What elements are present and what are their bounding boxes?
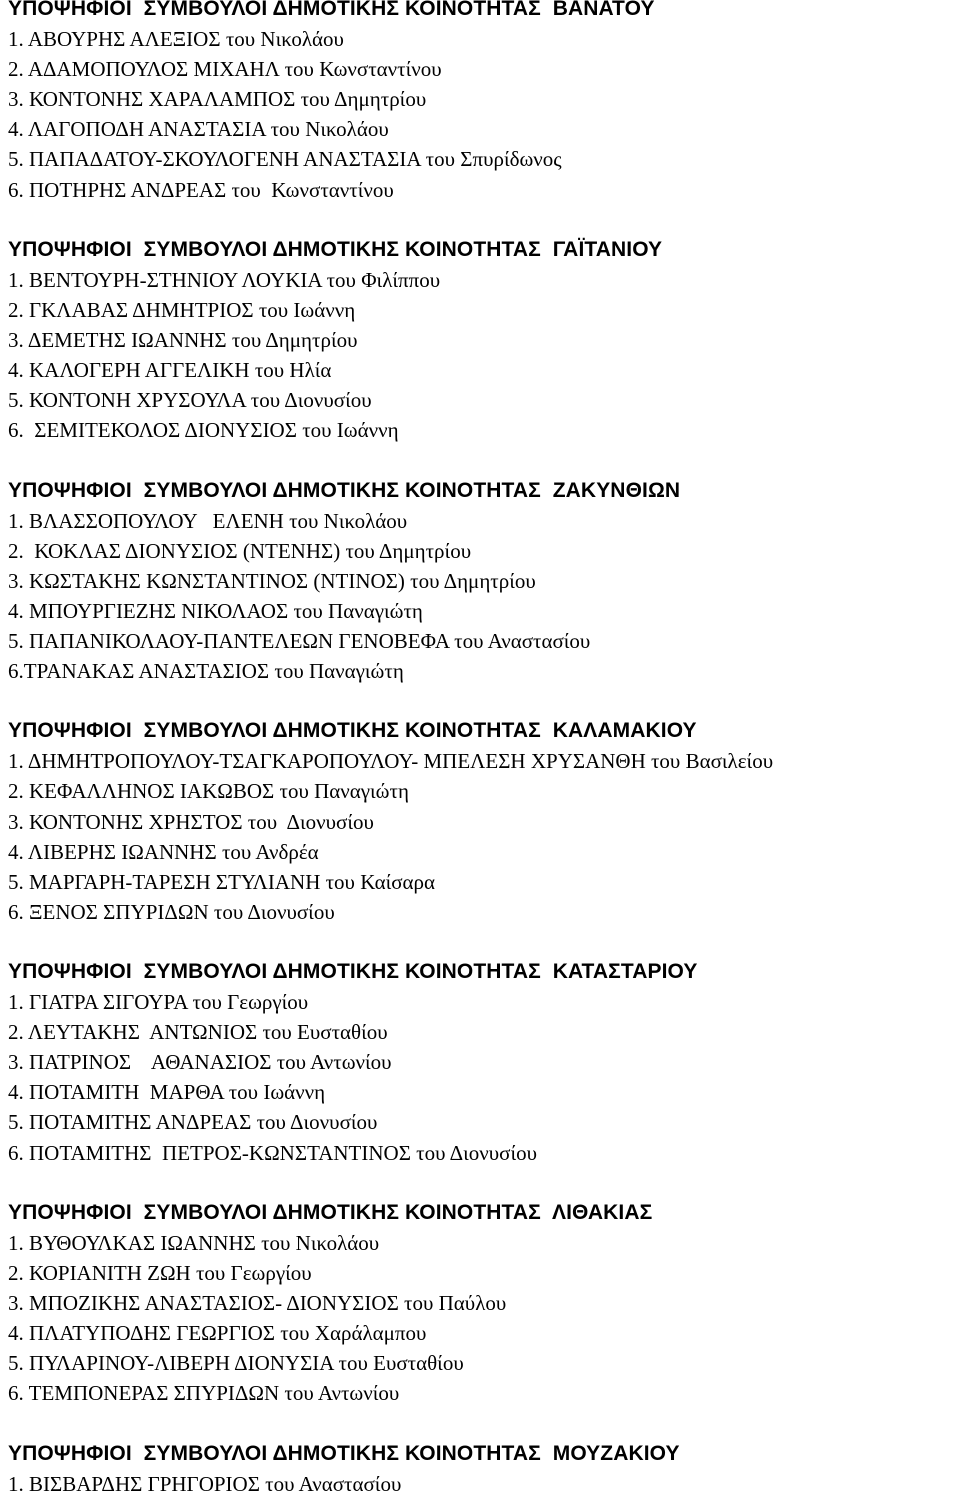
list-item: 2. ΚΟΚΛΑΣ ΔΙΟΝΥΣΙΟΣ (ΝΤΕΝΗΣ) του Δημητρίου [8, 538, 472, 563]
list-item: 5. ΠΑΠΑΔΑΤΟΥ-ΣΚΟΥΛΟΓΕΝΗ ΑΝΑΣΤΑΣΙΑ του Σπυρίδωνος [8, 147, 562, 172]
list-item: 4. ΛΙΒΕΡΗΣ ΙΩΑΝΝΗΣ του Ανδρέα [8, 839, 319, 864]
section-spacer [8, 1408, 960, 1438]
section-spacer [8, 927, 960, 957]
list-item: 5. ΠΟΤΑΜΙΤΗΣ ΑΝΔΡΕΑΣ του Διονυσίου [8, 1110, 378, 1135]
list-item: 2. ΑΔΑΜΟΠΟΥΛΟΣ ΜΙΧΑΗΛ του Κωνσταντίνου [8, 57, 442, 82]
section-spacer [8, 205, 960, 235]
list-item: 3. ΚΟΝΤΟΝΗΣ ΧΑΡΑΛΑΜΠΟΣ του Δημητρίου [8, 87, 427, 112]
list-item: 1. ΒΕΝΤΟΥΡΗ-ΣΤΗΝΙΟΥ ΛΟΥΚΙΑ του Φιλίππου [8, 267, 441, 292]
section-heading: ΥΠΟΨΗΦΙΟΙ ΣΥΜΒΟΥΛΟΙ ΔΗΜΟΤΙΚΗΣ ΚΟΙΝΟΤΗΤΑΣ ΚΑΛΑΜΑΚΙΟΥ [8, 719, 697, 743]
list-item: 4. ΠΛΑΤΥΠΟΔΗΣ ΓΕΩΡΓΙΟΣ του Χαράλαμπου [8, 1321, 427, 1346]
list-item: 3. ΚΟΝΤΟΝΗΣ ΧΡΗΣΤΟΣ του Διονυσίου [8, 809, 374, 834]
list-item: 1. ΒΙΣΒΑΡΔΗΣ ΓΡΗΓΟΡΙΟΣ του Αναστασίου [8, 1471, 402, 1496]
section-heading: ΥΠΟΨΗΦΙΟΙ ΣΥΜΒΟΥΛΟΙ ΔΗΜΟΤΙΚΗΣ ΚΟΙΝΟΤΗΤΑΣ ΚΑΤΑΣΤΑΡΙΟΥ [8, 960, 698, 983]
list-item: 4. ΛΑΓΟΠΟΔΗ ΑΝΑΣΤΑΣΙΑ του Νικολάου [8, 117, 389, 142]
list-item: 6. ΤΕΜΠΟΝΕΡΑΣ ΣΠΥΡΙΔΩΝ του Αντωνίου [8, 1381, 400, 1406]
list-item: 6. ΠΟΤΑΜΙΤΗΣ ΠΕΤΡΟΣ-ΚΩΝΣΤΑΝΤΙΝΟΣ του Διονυσίου [8, 1140, 538, 1165]
candidate-list-document [8, 0, 960, 1499]
list-item: 5. ΚΟΝΤΟΝΗ ΧΡΥΣΟΥΛΑ του Διονυσίου [8, 388, 372, 413]
section-heading: ΥΠΟΨΗΦΙΟΙ ΣΥΜΒΟΥΛΟΙ ΔΗΜΟΤΙΚΗΣ ΚΟΙΝΟΤΗΤΑΣ ΛΙΘΑΚΙΑΣ [8, 1200, 653, 1224]
list-item: 1. ΔΗΜΗΤΡΟΠΟΥΛΟΥ-ΤΣΑΓΚΑΡΟΠΟΥΛΟΥ- ΜΠΕΛΕΣΗ ΧΡΥΣΑΝΘΗ του Βασιλείου [8, 749, 774, 774]
section-zakynthion [8, 476, 960, 687]
list-item: 4. ΠΟΤΑΜΙΤΗ ΜΑΡΘΑ του Ιωάννη [8, 1080, 326, 1105]
section-mouzakiou [8, 1439, 960, 1499]
list-item: 6. ΣΕΜΙΤΕΚΟΛΟΣ ΔΙΟΝΥΣΙΟΣ του Ιωάννη [8, 418, 399, 443]
list-item: 6.ΤΡΑΝΑΚΑΣ ΑΝΑΣΤΑΣΙΟΣ του Παναγιώτη [8, 659, 404, 684]
list-item: 3. ΔΕΜΕΤΗΣ ΙΩΑΝΝΗΣ του Δημητρίου [8, 328, 358, 353]
list-item: 2. ΚΕΦΑΛΛΗΝΟΣ ΙΑΚΩΒΟΣ του Παναγιώτη [8, 779, 409, 804]
list-item: 6. ΠΟΤΗΡΗΣ ΑΝΔΡΕΑΣ του Κωνσταντίνου [8, 177, 394, 202]
section-kalamakiou [8, 716, 960, 927]
list-item: 2. ΚΟΡΙΑΝΙΤΗ ΖΩΗ του Γεωργίου [8, 1260, 312, 1285]
list-item: 1. ΒΥΘΟΥΛΚΑΣ ΙΩΑΝΝΗΣ του Νικολάου [8, 1230, 380, 1255]
list-item: 1. ΓΙΑΤΡΑ ΣΙΓΟΥΡΑ του Γεωργίου [8, 990, 309, 1015]
section-heading: ΥΠΟΨΗΦΙΟΙ ΣΥΜΒΟΥΛΟΙ ΔΗΜΟΤΙΚΗΣ ΚΟΙΝΟΤΗΤΑΣ ΖΑΚΥΝΘΙΩΝ [8, 478, 681, 502]
section-heading: ΥΠΟΨΗΦΙΟΙ ΣΥΜΒΟΥΛΟΙ ΔΗΜΟΤΙΚΗΣ ΚΟΙΝΟΤΗΤΑΣ ΓΑΪΤΑΝΙΟΥ [8, 237, 663, 261]
list-item: 3. ΠΑΤΡΙΝΟΣ ΑΘΑΝΑΣΙΟΣ του Αντωνίου [8, 1050, 392, 1075]
section-katastariou [8, 957, 960, 1168]
section-spacer [8, 686, 960, 716]
list-item: 2. ΓΚΛΑΒΑΣ ΔΗΜΗΤΡΙΟΣ του Ιωάννη [8, 297, 356, 322]
list-item: 2. ΛΕΥΤΑΚΗΣ ΑΝΤΩΝΙΟΣ του Ευσταθίου [8, 1020, 388, 1045]
section-heading: ΥΠΟΨΗΦΙΟΙ ΣΥΜΒΟΥΛΟΙ ΔΗΜΟΤΙΚΗΣ ΚΟΙΝΟΤΗΤΑΣ ΒΑΝΑΤΟΥ [8, 0, 655, 20]
list-item: 4. ΚΑΛΟΓΕΡΗ ΑΓΓΕΛΙΚΗ του Ηλία [8, 358, 332, 383]
list-item: 1. ΑΒΟΥΡΗΣ ΑΛΕΞΙΟΣ του Νικολάου [8, 27, 344, 52]
section-spacer [8, 1168, 960, 1198]
section-vanatou [8, 0, 960, 205]
list-item: 5. ΠΥΛΑΡΙΝΟΥ-ΛΙΒΕΡΗ ΔΙΟΝΥΣΙΑ του Ευσταθίου [8, 1351, 464, 1376]
list-item: 1. ΒΛΑΣΣΟΠΟΥΛΟΥ ΕΛΕΝΗ του Νικολάου [8, 508, 408, 533]
list-item: 5. ΠΑΠΑΝΙΚΟΛΑΟΥ-ΠΑΝΤΕΛΕΩΝ ΓΕΝΟΒΕΦΑ του Αναστασίου [8, 628, 591, 653]
list-item: 5. ΜΑΡΓΑΡΗ-ΤΑΡΕΣΗ ΣΤΥΛΙΑΝΗ του Καίσαρα [8, 869, 436, 894]
section-heading: ΥΠΟΨΗΦΙΟΙ ΣΥΜΒΟΥΛΟΙ ΔΗΜΟΤΙΚΗΣ ΚΟΙΝΟΤΗΤΑΣ ΜΟΥΖΑΚΙΟΥ [8, 1441, 680, 1465]
list-item: 6. ΞΕΝΟΣ ΣΠΥΡΙΔΩΝ του Διονυσίου [8, 899, 335, 924]
list-item: 3. ΜΠΟΖΙΚΗΣ ΑΝΑΣΤΑΣΙΟΣ- ΔΙΟΝΥΣΙΟΣ του Παύλου [8, 1291, 507, 1316]
section-spacer [8, 445, 960, 475]
section-gaitaniou [8, 235, 960, 446]
section-lithakias [8, 1198, 960, 1409]
list-item: 4. ΜΠΟΥΡΓΙΕΖΗΣ ΝΙΚΟΛΑΟΣ του Παναγιώτη [8, 598, 423, 623]
list-item: 3. ΚΩΣΤΑΚΗΣ ΚΩΝΣΤΑΝΤΙΝΟΣ (ΝΤΙΝΟΣ) του Δημητρίου [8, 568, 536, 593]
